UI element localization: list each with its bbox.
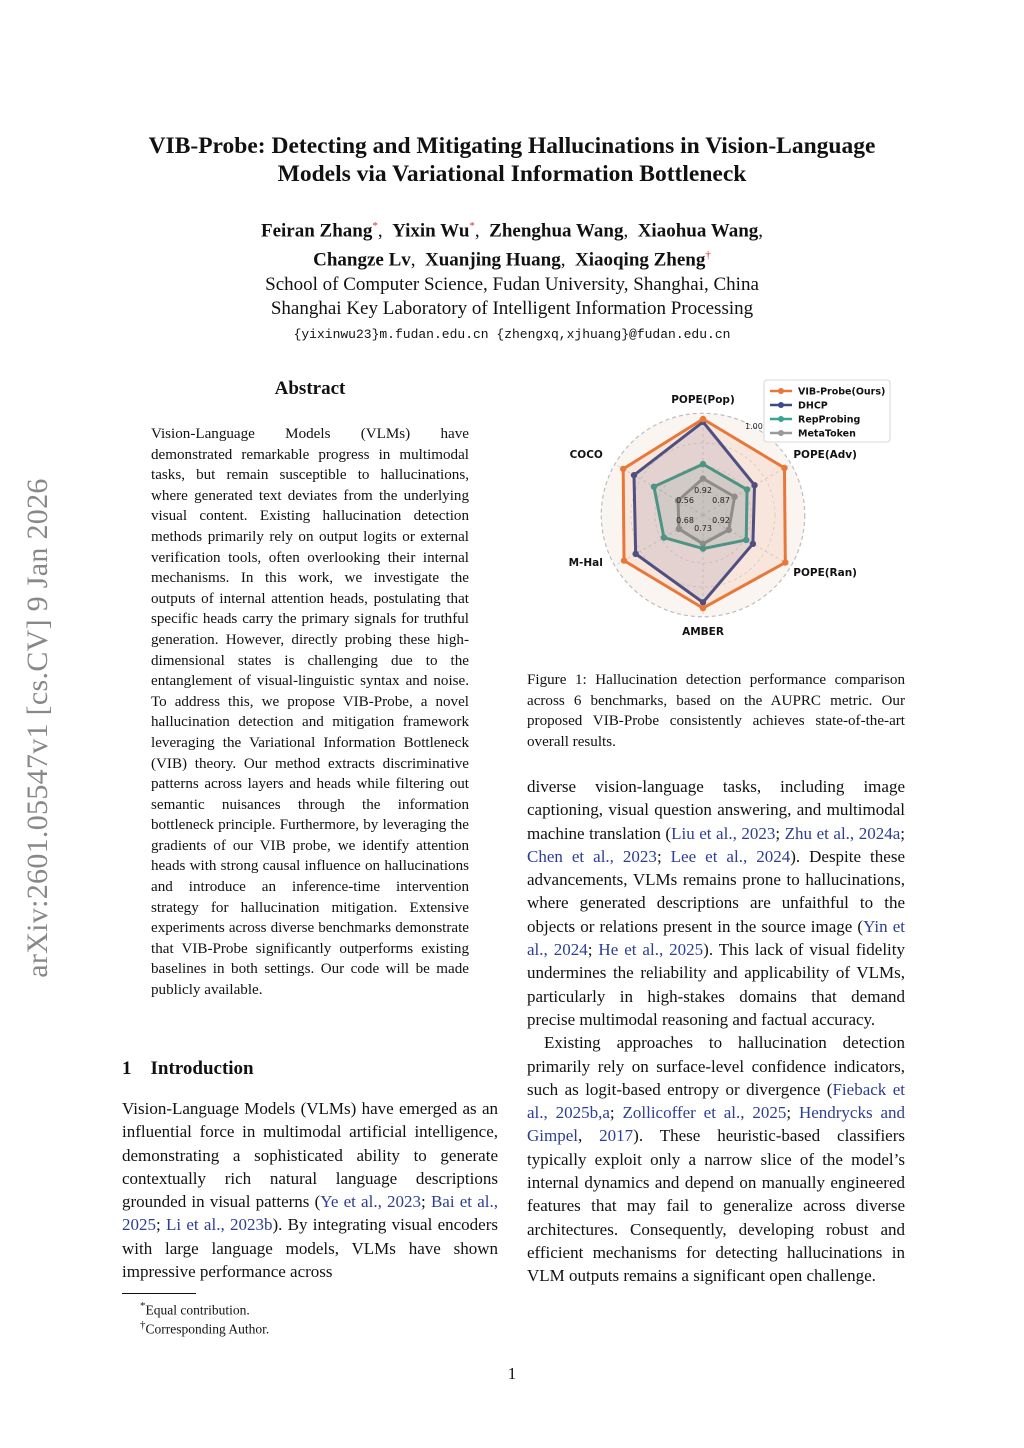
citation-link[interactable]: Hendrycks and Gimpel <box>527 1103 905 1146</box>
footnote-text: Equal contribution. <box>145 1302 250 1318</box>
legend-label: VIB-Probe(Ours) <box>798 386 886 398</box>
citation-link[interactable]: Fieback et al., 2025b,a <box>527 1079 905 1123</box>
author: Changze Lv <box>313 249 411 271</box>
body-text: diverse vision-language tasks, including image captioning, visual question answering, and multimodal machine translation ( <box>527 777 905 843</box>
body-text: ). This lack of visual fidelity undermines the reliability and applicability of VLMs, particularly in high-stakes domains that demand precise multimodal reasoning and factual accuracy. <box>527 940 905 1029</box>
citation-link[interactable]: Ye et al., 2023 <box>320 1192 422 1212</box>
citation-link[interactable]: Zollicoffer et al., 2025 <box>622 1103 787 1123</box>
affiliation-1: School of Computer Science, Fudan University, Shanghai, China <box>265 273 759 295</box>
body-text: Existing approaches to hallucination detection primarily rely on surface-level confidence indicators, such as logit-based entropy or divergence ( <box>527 1033 905 1099</box>
radar-axis-label: AMBER <box>682 625 724 638</box>
legend-marker <box>778 416 784 422</box>
author-mark: † <box>705 249 711 262</box>
radar-min-label: 0.92 <box>712 516 730 525</box>
affiliation-2: Shanghai Key Laboratory of Intelligent Information Processing <box>270 297 754 319</box>
author: Feiran Zhang <box>260 220 373 242</box>
intro-text: Vision-Language Models (VLMs) have emerged as an influential force in multimodal artificial intelligence, demonstrating a sophisticated ability to generate contextually rich natural language descriptions grounded in visual patterns ( <box>122 1099 498 1212</box>
citation-link[interactable]: Bai et al., 2025 <box>122 1192 498 1235</box>
radar-min-label: 0.87 <box>712 496 730 505</box>
paragraph: Existing approaches to hallucination detection primarily rely on surface-level confidence indicators, such as logit-based entropy or divergence (Fieback et al., 2025b,a; Zollicoffer et al., 2025; Hendrycks and Gimpel, 2017). These heuristic-based classifiers typically exploit only a narrow slice of the model’s internal dynamics and depend on manually engineered features that may fail to generalize across diverse architectures. Consequently, developing robust and efficient mechanisms for detecting hallucinations in VLM outputs remains a significant open challenge. <box>527 1033 906 1286</box>
author-mark: * <box>469 220 475 232</box>
author-emails: {yixinwu23}m.fudan.edu.cn {zhengxq,xjhuang}@fudan.edu.cn <box>293 326 731 342</box>
radar-point <box>620 466 626 472</box>
radar-point <box>781 465 787 471</box>
radar-point <box>621 557 627 563</box>
radar-axis-label: M-Hal <box>568 556 603 569</box>
paper-title <box>0 132 1024 188</box>
author-block <box>0 214 1024 347</box>
radar-chart <box>540 378 900 663</box>
author: Xiaohua Wang <box>637 220 759 242</box>
author: Zhenghua Wang <box>489 220 624 242</box>
citation-link[interactable]: 2017 <box>599 1126 634 1146</box>
abstract-text: Vision-Language Models (VLMs) have demonstrated remarkable progress in multimodal tasks, but remain susceptible to hallucinations, where generated text deviates from the underlying visual content. Existing hallucination detection methods primarily rely on output logits or external verification tools, often overlooking their internal mechanisms. In this work, we investigate the outputs of internal attention heads, postulating that specific heads carry the primary signals for truthful generation. However, directly probing these high-dimensional states is challenging due to the entanglement of visual-linguistic syntax and noise. To address this, we propose VIB-Probe, a novel hallucination detection and mitigation framework leveraging the Variational Information Bottleneck (VIB) theory. Our method extracts discriminative patterns across layers and heads while filtering out semantic nuisances through the information bottleneck principle. Furthermore, by leveraging the gradients of our VIB probe, we identify attention heads with strong causal influence on hallucinations and introduce an inference-time intervention strategy for hallucination mitigation. Extensive experiments across diverse benchmarks demonstrate that VIB-Probe significantly outperforms existing baselines in both settings. Our code will be made publicly available. <box>151 426 469 999</box>
body-text: ). These heuristic-based classifiers typically exploit only a narrow slice of the model’s internal dynamics and depend on manually engineered features that may fail to generalize across diverse architectures. Consequently, developing robust and efficient mechanisms for detecting hallucinations in VLM outputs remains a significant open challenge. <box>527 1126 906 1286</box>
radar-axis-label: POPE(Pop) <box>671 394 735 407</box>
section-heading <box>122 1058 254 1080</box>
citation-link[interactable]: Lee et al., 2024 <box>670 846 791 866</box>
footnote-mark: † <box>140 1319 146 1331</box>
radar-legend <box>764 380 890 442</box>
author: Xiaoqing Zheng <box>574 249 706 271</box>
abstract-heading: Abstract <box>274 378 346 399</box>
right-column-text <box>527 775 905 1288</box>
radar-axis-label: COCO <box>569 449 603 462</box>
legend-marker <box>778 402 784 408</box>
radar-min-label: 0.68 <box>676 516 694 525</box>
section-title: Introduction <box>150 1058 254 1079</box>
author-line-2: Changze Lv, Xuanjing Huang, Xiaoqing Zheng† <box>313 249 711 271</box>
radar-min-label: 0.56 <box>676 496 694 505</box>
legend-label: DHCP <box>798 400 828 412</box>
citation-link[interactable]: Liu et al., 2023 <box>671 823 776 843</box>
citation-link[interactable]: Chen et al., 2023 <box>527 846 657 866</box>
footnote-text: Corresponding Author. <box>145 1321 270 1337</box>
citation-link[interactable]: Li et al., 2023b <box>166 1215 273 1235</box>
paragraph: diverse vision-language tasks, including image captioning, visual question answering, and multimodal machine translation (Liu et al., 2023; Zhu et al., 2024a; Chen et al., 2023; Lee et al., 2024). Despite these advancements, VLMs remains prone to hallucinations, where generated descriptions are unfaithful to the objects or relations present in the source image (Yin et al., 2024; He et al., 2025). This lack of visual fidelity undermines the reliability and applicability of VLMs, particularly in high-stakes domains that demand precise multimodal reasoning and factual accuracy. <box>527 777 905 1029</box>
radar-point <box>700 605 706 611</box>
author-line-1: Feiran Zhang*, Yixin Wu*, Zhenghua Wang, Xiaohua Wang, <box>260 220 764 242</box>
citation-link[interactable]: Zhu et al., 2024a <box>784 823 901 843</box>
legend-label: MetaToken <box>798 428 856 440</box>
author-mark: * <box>372 220 378 232</box>
section-number: 1 <box>122 1058 132 1079</box>
radar-min-label: 0.92 <box>694 486 712 495</box>
radar-min-label: 0.73 <box>694 524 712 533</box>
legend-marker <box>778 388 784 394</box>
arxiv-identifier: arXiv:2601.05547v1 [cs.CV] 9 Jan 2026 <box>21 478 54 978</box>
footnote-rule <box>122 1293 196 1294</box>
page-number: 1 <box>507 1364 517 1383</box>
author: Yixin Wu <box>392 220 470 242</box>
radar-axis-label: POPE(Adv) <box>793 449 857 462</box>
title-line-1: VIB-Probe: Detecting and Mitigating Hallucinations in Vision-Language <box>148 133 876 159</box>
radar-axis-label: POPE(Ran) <box>793 566 857 579</box>
footnote-mark: * <box>140 1300 146 1312</box>
radar-point <box>700 416 706 422</box>
citation-link[interactable]: He et al., 2025 <box>598 940 704 960</box>
figure-caption: Figure 1: Hallucination detection performance comparison across 6 benchmarks, based on the AUPRC metric. Our proposed VIB-Probe consistently achieves state-of-the-art overall results. <box>527 672 905 750</box>
body-text: ). Despite these advancements, VLMs remains prone to hallucinations, where generated descriptions are unfaithful to the objects or relations present in the source image ( <box>527 846 905 936</box>
legend-marker <box>778 430 784 436</box>
radar-point <box>782 559 788 565</box>
author: Xuanjing Huang <box>425 249 561 271</box>
intro-text: ). By integrating visual encoders with large language models, VLMs have shown impressive performance across <box>122 1215 498 1282</box>
footnote-2 <box>140 1316 269 1339</box>
citation-link[interactable]: Yin et al., 2024 <box>527 916 905 960</box>
legend-label: RepProbing <box>798 414 861 426</box>
title-line-2: Models via Variational Information Bottleneck <box>277 161 747 187</box>
intro-paragraph: Vision-Language Models (VLMs) have emerged as an influential force in multimodal artificial intelligence, demonstrating a sophisticated ability to generate contextually rich natural language descriptions grounded in visual patterns (Ye et al., 2023; Bai et al., 2025; Li et al., 2023b). By integrating visual encoders with large language models, VLMs have shown impressive performance across <box>122 1099 498 1282</box>
radar-max-label: 1.00 <box>745 422 763 431</box>
